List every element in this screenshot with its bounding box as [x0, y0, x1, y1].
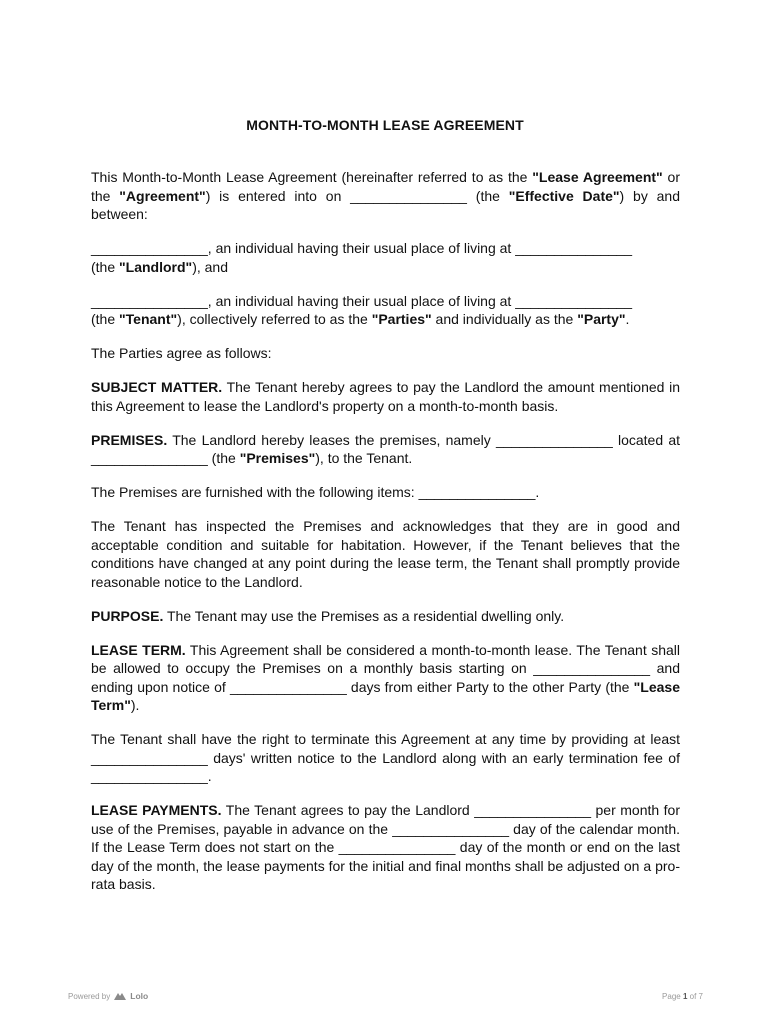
purpose-paragraph: [91, 607, 680, 626]
document-title: MONTH-TO-MONTH LEASE AGREEMENT: [246, 117, 524, 133]
term-party: "Party": [577, 311, 626, 327]
lease-term-text: This Agreement shall be considered a month-to-month lease. The Tenant shall be allowed to occupy the Premises on a monthly basis starting on _______________ and ending upon notice of _______________ days from either Party to the other Party (the: [91, 641, 680, 695]
tenant-text: _______________, an individual having their usual place of living at _______________: [91, 292, 632, 309]
subject-matter-paragraph: [91, 378, 680, 415]
intro-text: ) by and between:: [91, 187, 680, 222]
powered-by: [68, 991, 148, 1001]
intro-text: or the: [91, 169, 680, 204]
page-total: of 7: [689, 992, 703, 1001]
term-lease-agreement: "Lease Agreement": [532, 169, 663, 185]
term-premises: "Premises": [239, 450, 316, 466]
term-landlord: "Landlord": [119, 258, 193, 275]
landlord-text: _______________, an individual having their usual place of living at _______________: [91, 240, 632, 256]
powered-by-label: Powered by: [68, 991, 111, 1001]
purpose-text: The Tenant may use the Premises as a residential dwelling only.: [163, 607, 565, 624]
term-effective-date: "Effective Date": [508, 187, 620, 204]
lease-term-heading: LEASE TERM.: [91, 641, 186, 658]
premises-text: ), to the Tenant.: [315, 450, 413, 466]
subject-matter-heading: SUBJECT MATTER.: [91, 379, 223, 395]
landlord-text: ), and: [192, 258, 228, 275]
intro-text: ) is entered into on _______________ (the: [205, 187, 509, 204]
term-tenant: "Tenant": [119, 311, 178, 327]
landlord-text: (the: [91, 258, 120, 275]
term-parties: "Parties": [371, 311, 432, 327]
lease-term-paragraph: [91, 641, 680, 715]
term-agreement: "Agreement": [119, 187, 206, 204]
subject-matter-text: The Tenant hereby agrees to pay the Landlord the amount mentioned in this Agreement to lease the Landlord's property on a month-to-month basis.: [91, 379, 680, 414]
intro-paragraph: [91, 168, 680, 224]
lolo-logo-icon: [114, 992, 126, 1000]
page-number: [662, 992, 703, 1001]
tenant-text: and individually as the: [431, 311, 578, 327]
premises-text: The Landlord hereby leases the premises, namely _______________ located at _______________ (the: [91, 431, 680, 466]
term-lease-term: "Lease Term": [91, 678, 680, 713]
premises-paragraph: [91, 431, 680, 468]
tenant-text: (the: [91, 311, 120, 327]
intro-text: This Month-to-Month Lease Agreement (hereinafter referred to as the: [91, 169, 533, 185]
lease-term-text: ).: [130, 697, 140, 713]
lease-payments-text: The Tenant agrees to pay the Landlord _______________ per month for use of the Premises, payable in advance on the _______________ day of the calendar month. If the Lease Term does not start on the _______________ day of the month or end on the last day of the month, the lease payments for the initial and final months shall be adjusted on a pro-rata basis.: [91, 802, 680, 892]
lease-payments-paragraph: [91, 801, 680, 894]
lease-payments-heading: LEASE PAYMENTS.: [91, 802, 222, 818]
purpose-heading: PURPOSE.: [91, 607, 164, 624]
agree-paragraph: The Parties agree as follows:: [91, 345, 272, 361]
tenant-text: .: [625, 311, 630, 327]
tenant-paragraph: [91, 292, 680, 329]
brand-name: Lolo: [130, 991, 149, 1001]
page-label: Page: [662, 992, 681, 1001]
page-current: 1: [682, 992, 688, 1001]
terminate-paragraph: The Tenant shall have the right to terminate this Agreement at any time by providing at least _______________ days' written notice to the Landlord along with an early termination fee of _______________.: [91, 731, 680, 784]
document-body: [91, 168, 680, 909]
inspected-paragraph: The Tenant has inspected the Premises and acknowledges that they are in good and acceptable condition and suitable for habitation. However, if the Tenant believes that the conditions have changed at any point during the lease term, the Tenant shall promptly provide reasonable notice to the Landlord.: [91, 518, 680, 590]
premises-heading: PREMISES.: [91, 431, 168, 448]
furnished-paragraph: The Premises are furnished with the following items: _______________.: [91, 484, 540, 500]
landlord-paragraph: [91, 239, 680, 276]
tenant-text: ), collectively referred to as the: [177, 311, 372, 327]
